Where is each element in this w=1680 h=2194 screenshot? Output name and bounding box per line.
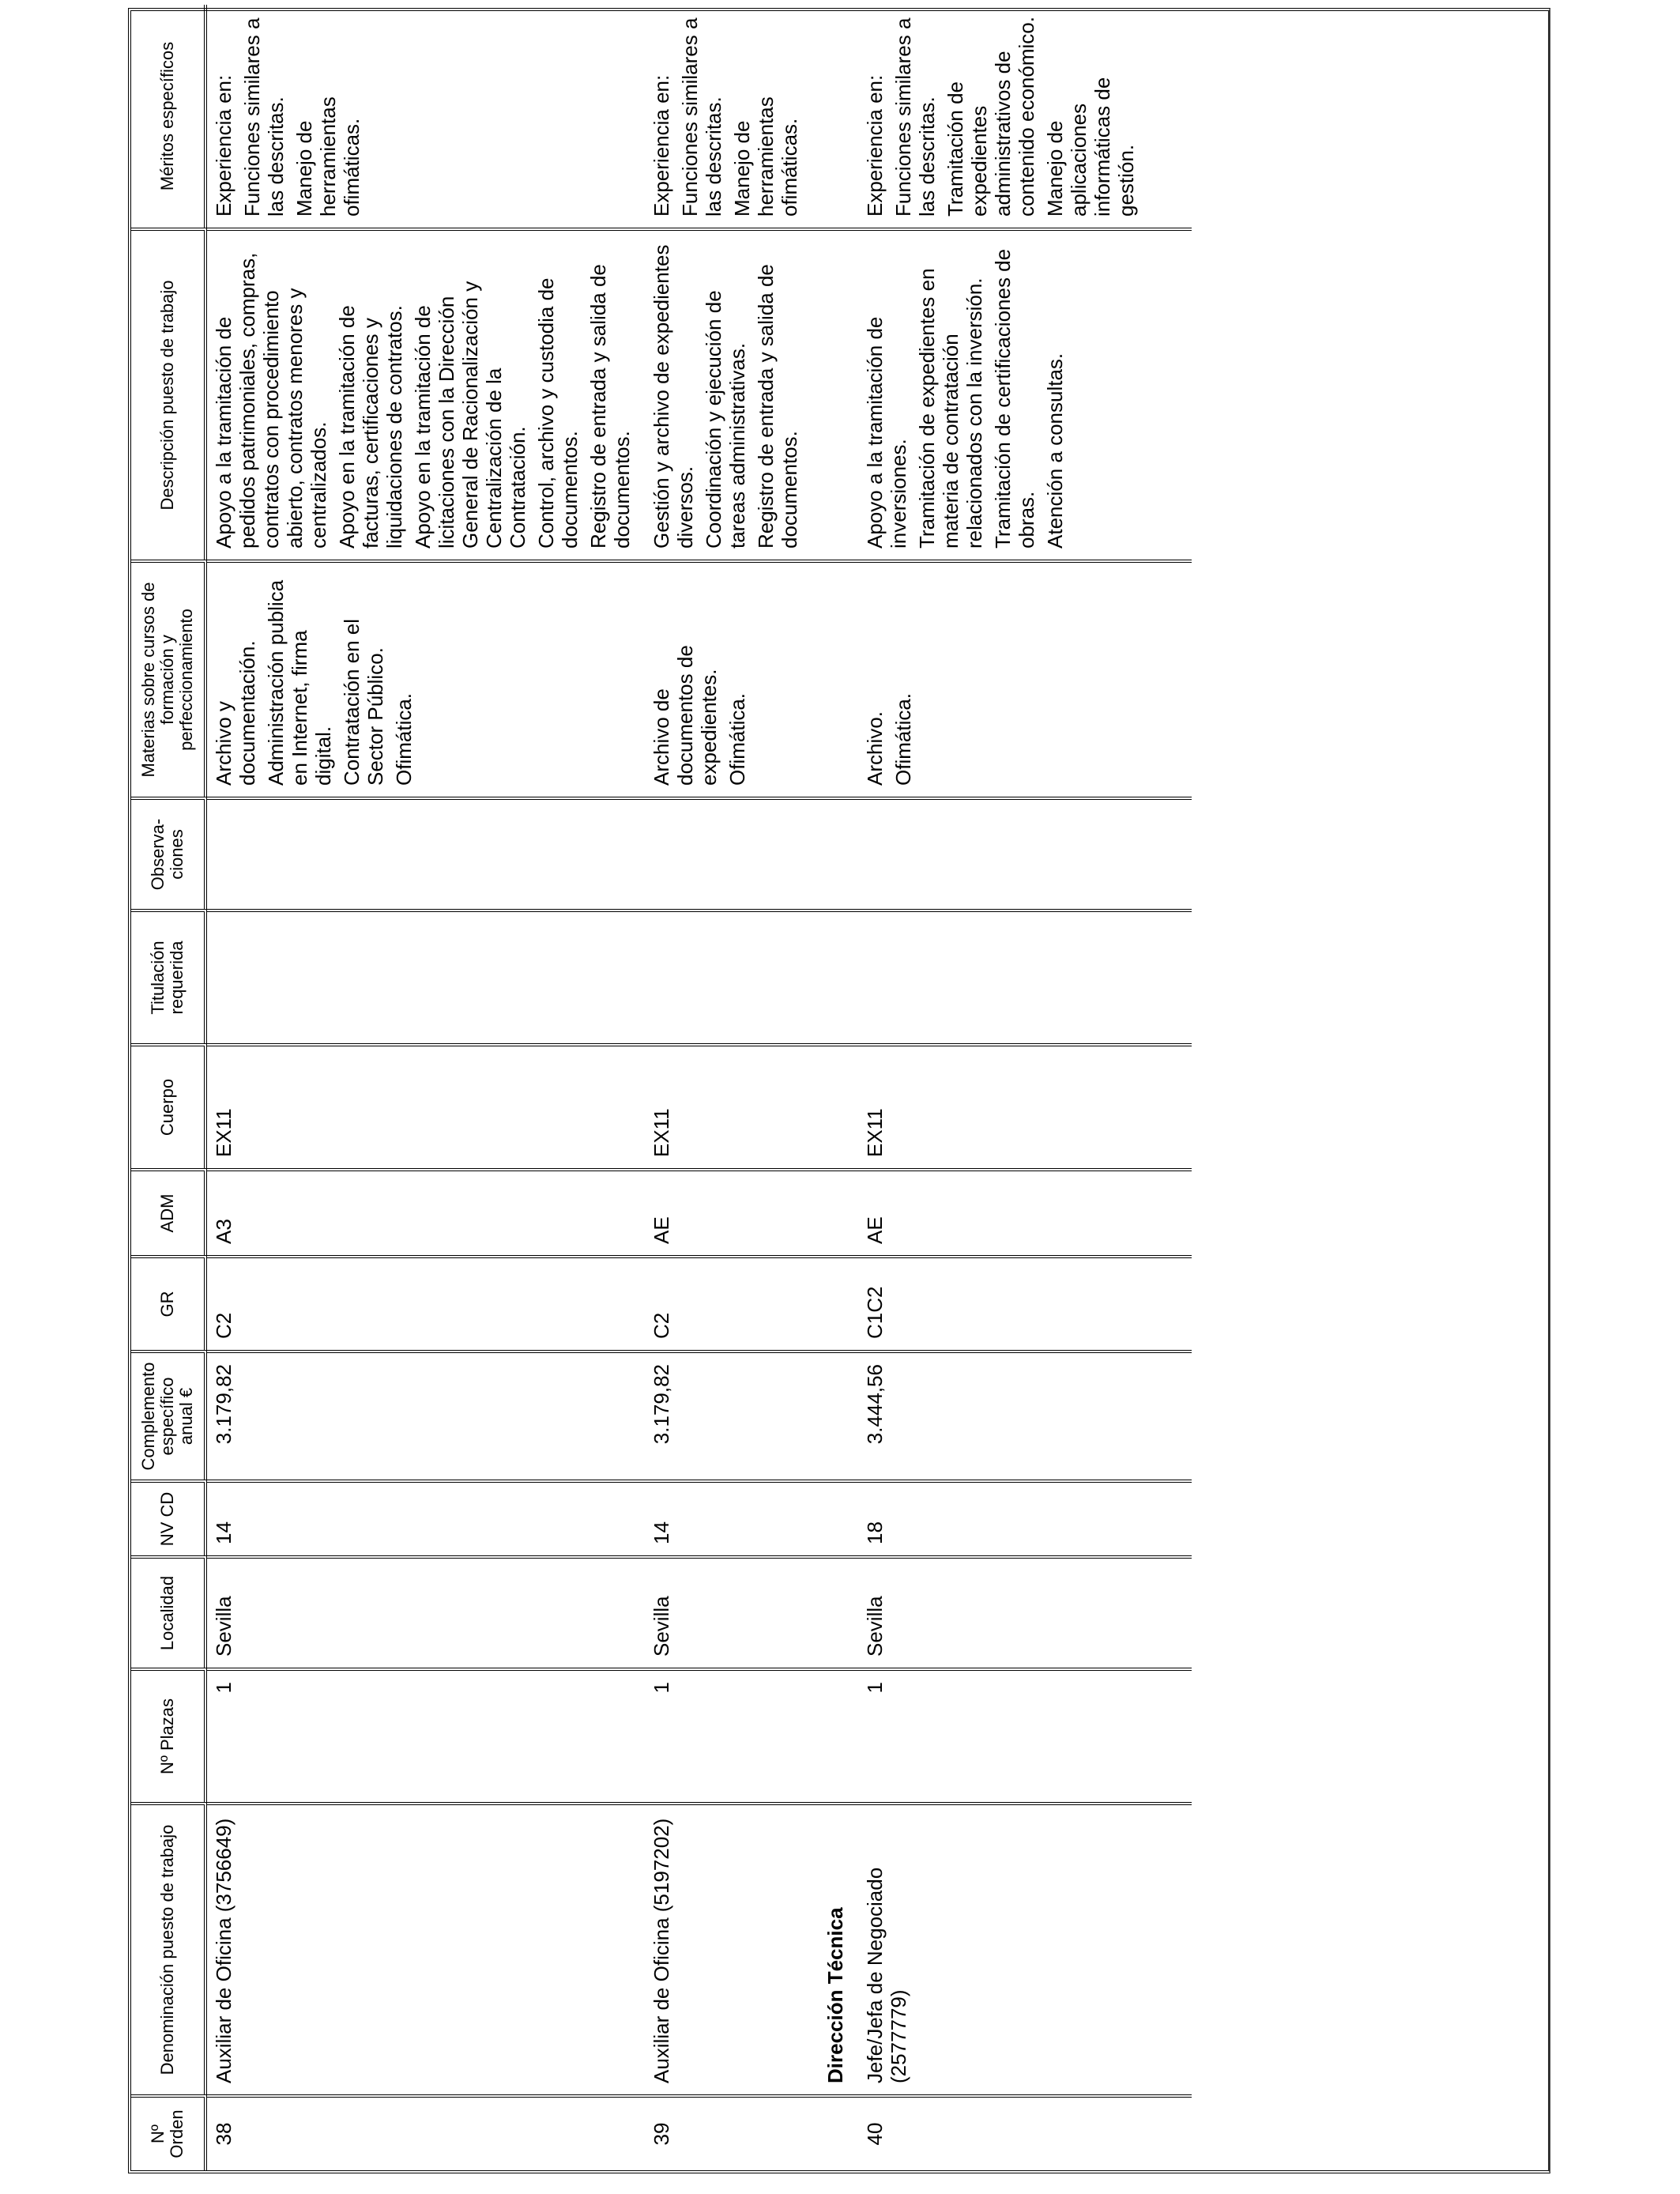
cell-gr: C2 — [207, 1255, 645, 1350]
table-row — [645, 5, 812, 2170]
empty-cell — [812, 1043, 858, 1168]
header-observaciones: Observa-ciones — [131, 797, 207, 909]
cell-gr: C1C2 — [858, 1255, 1149, 1350]
filler-cell — [1149, 1668, 1192, 1802]
table-row — [207, 5, 645, 2170]
header-nvcd: NV CD — [131, 1480, 207, 1555]
empty-cell — [812, 2094, 858, 2170]
filler-cell — [1149, 1802, 1192, 2094]
cell-adm: AE — [858, 1168, 1149, 1255]
header-cuerpo: Cuerpo — [131, 1043, 207, 1168]
header-orden: Nº Orden — [131, 2094, 207, 2170]
descripcion-item: Atención a consultas. — [1043, 352, 1067, 548]
cell-orden: 38 — [207, 2094, 645, 2170]
empty-cell — [812, 1255, 858, 1350]
filler-cell — [1149, 2094, 1192, 2170]
materias-item: Administración publica en Internet, firma digital. — [264, 579, 335, 786]
cell-cuerpo: EX11 — [207, 1043, 645, 1168]
cell-observaciones — [645, 797, 812, 909]
cell-complemento: 3.179,82 — [645, 1350, 812, 1480]
cell-materias — [645, 560, 812, 797]
cell-titulacion — [858, 909, 1149, 1043]
empty-cell — [812, 1168, 858, 1255]
cell-observaciones — [207, 797, 645, 909]
empty-cell — [812, 1668, 858, 1802]
filler-cell — [1149, 1480, 1192, 1555]
cell-cuerpo: EX11 — [645, 1043, 812, 1168]
filler-cell — [1149, 228, 1192, 560]
descripcion-item: Tramitación de certificaciones de obras. — [991, 248, 1038, 548]
positions-table-frame — [128, 8, 1550, 2173]
filler-cell — [1149, 909, 1192, 1043]
filler-cell — [1149, 560, 1192, 797]
descripcion-item: Control, archivo y custodia de documentos. — [534, 277, 582, 548]
cell-complemento: 3.444,56 — [858, 1350, 1149, 1480]
table-body — [207, 5, 1192, 2170]
positions-table — [131, 5, 1192, 2170]
meritos-item: Experiencia en: — [650, 74, 673, 217]
filler-cell — [1149, 1043, 1192, 1168]
descripcion-item: Apoyo en la tramitación de licitaciones con la Dirección General de Racionalización y Centralización de la Contratación. — [411, 281, 529, 548]
meritos-item: Experiencia en: — [863, 74, 887, 217]
meritos-item: Manejo de aplicaciones informáticas de gestión. — [1043, 77, 1138, 217]
cell-cuerpo: EX11 — [858, 1043, 1149, 1168]
descripcion-item: Apoyo en la tramitación de facturas, certificaciones y liquidaciones de contratos. — [335, 305, 406, 548]
cell-descripcion — [645, 228, 812, 560]
cell-denominacion: Jefe/Jefa de Negociado (2577779) — [858, 1802, 1149, 2094]
cell-titulacion — [645, 909, 812, 1043]
cell-gr: C2 — [645, 1255, 812, 1350]
cell-materias — [858, 560, 1149, 797]
cell-nvcd: 14 — [645, 1480, 812, 1555]
cell-titulacion — [207, 909, 645, 1043]
materias-item: Ofimática. — [725, 692, 749, 786]
empty-cell — [812, 560, 858, 797]
materias-item: Ofimática. — [891, 692, 915, 786]
table-row — [858, 5, 1149, 2170]
filler-cell — [1149, 1168, 1192, 1255]
cell-observaciones — [858, 797, 1149, 909]
cell-localidad: Sevilla — [645, 1555, 812, 1668]
meritos-item: Manejo de herramientas ofimáticas. — [292, 96, 363, 217]
header-localidad: Localidad — [131, 1555, 207, 1668]
header-complemento: Complemento específico anual € — [131, 1350, 207, 1480]
cell-plazas: 1 — [645, 1668, 812, 1802]
materias-item: Ofimática. — [392, 692, 416, 786]
empty-cell — [812, 1480, 858, 1555]
meritos-item: Funciones similares a las descritas. — [891, 17, 939, 217]
filler-cell — [1149, 5, 1192, 228]
cell-descripcion — [858, 228, 1149, 560]
header-plazas: Nº Plazas — [131, 1668, 207, 1802]
descripcion-item: Tramitación de expedientes en materia de contratación relacionados con la inversión. — [915, 268, 986, 548]
empty-cell — [812, 797, 858, 909]
descripcion-item: Coordinación y ejecución de tareas administrativas. — [702, 290, 749, 548]
cell-adm: A3 — [207, 1168, 645, 1255]
meritos-item: Manejo de herramientas ofimáticas. — [730, 96, 801, 217]
materias-item: Contratación en el Sector Público. — [340, 618, 387, 786]
filler-cell — [1149, 1350, 1192, 1480]
empty-cell — [812, 1350, 858, 1480]
header-materias: Materias sobre cursos de formación y perfeccionamiento — [131, 560, 207, 797]
cell-plazas: 1 — [207, 1668, 645, 1802]
empty-cell — [812, 909, 858, 1043]
cell-localidad: Sevilla — [207, 1555, 645, 1668]
header-titulacion: Titulación requerida — [131, 909, 207, 1043]
cell-orden: 40 — [858, 2094, 1149, 2170]
materias-item: Archivo. — [863, 711, 887, 786]
header-adm: ADM — [131, 1168, 207, 1255]
meritos-item: Funciones similares a las descritas. — [678, 17, 725, 217]
cell-meritos — [207, 5, 645, 228]
descripcion-item: Apoyo a la tramitación de pedidos patrimoniales, compras, contratos con procedimiento abierto, contratos menores y centralizados. — [212, 252, 330, 548]
cell-meritos — [645, 5, 812, 228]
header-row — [131, 5, 207, 2170]
filler-cell — [1149, 1255, 1192, 1350]
meritos-item: Funciones similares a las descritas. — [240, 17, 288, 217]
descripcion-item: Gestión y archivo de expedientes diversos. — [650, 244, 697, 548]
meritos-item: Experiencia en: — [212, 74, 235, 217]
materias-item: Archivo y documentación. — [212, 640, 259, 786]
filler-cell — [1149, 1555, 1192, 1668]
filler-row — [1149, 5, 1192, 2170]
cell-descripcion — [207, 228, 645, 560]
cell-adm: AE — [645, 1168, 812, 1255]
descripcion-item: Apoyo a la tramitación de inversiones. — [863, 316, 910, 548]
filler-cell — [1149, 797, 1192, 909]
descripcion-item: Registro de entrada y salida de documentos. — [586, 264, 634, 548]
empty-cell — [812, 1555, 858, 1668]
cell-meritos — [858, 5, 1149, 228]
header-denominacion: Denominación puesto de trabajo — [131, 1802, 207, 2094]
header-descripcion: Descripción puesto de trabajo — [131, 228, 207, 560]
header-meritos: Méritos específicos — [131, 5, 207, 228]
materias-item: Archivo de documentos de expedientes. — [650, 645, 721, 786]
cell-nvcd: 14 — [207, 1480, 645, 1555]
empty-cell — [812, 5, 858, 228]
cell-nvcd: 18 — [858, 1480, 1149, 1555]
cell-materias — [207, 560, 645, 797]
cell-localidad: Sevilla — [858, 1555, 1149, 1668]
empty-cell — [812, 228, 858, 560]
meritos-item: Tramitación de expedientes administrativos de contenido económico. — [944, 17, 1038, 217]
section-title: Dirección Técnica — [812, 1802, 858, 2094]
cell-denominacion: Auxiliar de Oficina (5197202) — [645, 1802, 812, 2094]
section-row — [812, 5, 858, 2170]
header-gr: GR — [131, 1255, 207, 1350]
cell-complemento: 3.179,82 — [207, 1350, 645, 1480]
cell-orden: 39 — [645, 2094, 812, 2170]
descripcion-item: Registro de entrada y salida de documentos. — [754, 264, 801, 548]
cell-plazas: 1 — [858, 1668, 1149, 1802]
cell-denominacion: Auxiliar de Oficina (3756649) — [207, 1802, 645, 2094]
